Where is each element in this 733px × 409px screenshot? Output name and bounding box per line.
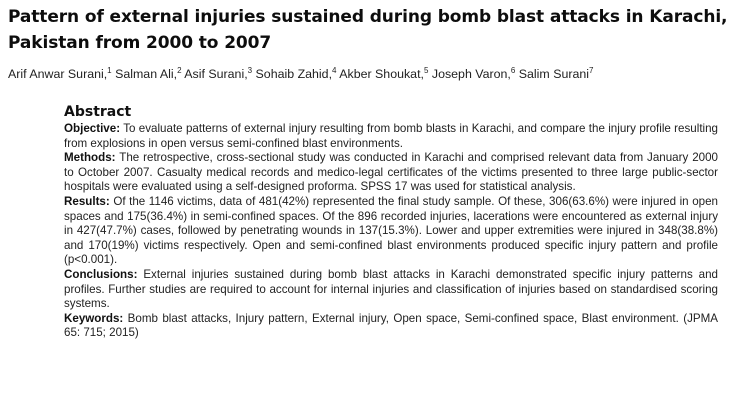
author: Asif Surani,$^3$ <box>184 65 253 81</box>
author: Sohaib Zahid,$^4$ <box>255 65 337 81</box>
section-label: Results: <box>64 194 110 208</box>
author-list <box>8 66 730 82</box>
abstract-section <box>64 102 718 341</box>
author: Salman Ali,$^2$ <box>115 65 182 81</box>
section-text: Bomb blast attacks, Injury pattern, External injury, Open space, Semi-confined space, Blast environment. (JPMA 65: 715; 2015) <box>64 311 718 340</box>
author-affiliation-mark: 7 <box>589 65 594 75</box>
abstract-objective <box>64 122 718 151</box>
author: Akber Shoukat,$^5$ <box>339 65 429 81</box>
author-affiliation-mark: 4 <box>332 65 337 75</box>
abstract-conclusions <box>64 268 718 312</box>
author-affiliation-mark: 2 <box>177 65 182 75</box>
author: Joseph Varon,$^6$ <box>431 65 516 81</box>
author-affiliation-mark: 3 <box>247 65 253 75</box>
author-affiliation-mark: 5 <box>423 65 429 75</box>
author-affiliation-mark: 1 <box>107 65 112 75</box>
abstract-methods <box>64 151 718 195</box>
author: Salim Surani$^7$ <box>518 65 594 81</box>
section-label: Objective: <box>64 122 121 135</box>
section-text: External injuries sustained during bomb blast attacks in Karachi demonstrated specific injury patterns and profiles. Further studies are required to account for internal injuries and classification of injuries based on standardised scoring systems. <box>64 267 718 311</box>
author-affiliation-mark: 6 <box>510 65 516 75</box>
section-text: The retrospective, cross-sectional study was conducted in Karachi and comprised relevant data from January 2000 to October 2007. Casualty medical records and medico-legal certificates of the victims presented to three large public-sector hospitals were evaluated using a self-designed proforma. SPSS 17 was used for statistical analysis. <box>64 151 718 194</box>
paper-title: Pattern of external injuries sustained during bomb blast attacks in Karachi, Pakistan from 2000 to 2007 <box>8 7 728 53</box>
section-label: Methods: <box>64 151 116 165</box>
abstract-keywords <box>64 312 718 341</box>
section-label: Keywords: <box>64 311 124 325</box>
section-label: Conclusions: <box>64 267 138 281</box>
author: Arif Anwar Surani,$^1$ <box>8 65 112 81</box>
abstract-results <box>64 195 718 268</box>
abstract-heading: Abstract <box>64 104 132 120</box>
section-text: To evaluate patterns of external injury resulting from bomb blasts in Karachi, and compare the injury profile resulting from explosions in open versus semi-confined blast environments. <box>64 122 719 150</box>
section-text: Of the 1146 victims, data of 481(42%) represented the final study sample. Of these, 306(63.6%) were injured in open spaces and 175(36.4%) in semi-confined spaces. Of the 896 recorded injuries, lacerations were encountered as external injury in 427(47.7%) cases, followed by penetrating wounds in 137(15.3%). Lower and upper extremities were injured in 348(38.8%) and 170(19%) victims respectively. Open and semi-confined blast environments produced specific injury pattern and profile (p<0.001). <box>64 194 718 267</box>
